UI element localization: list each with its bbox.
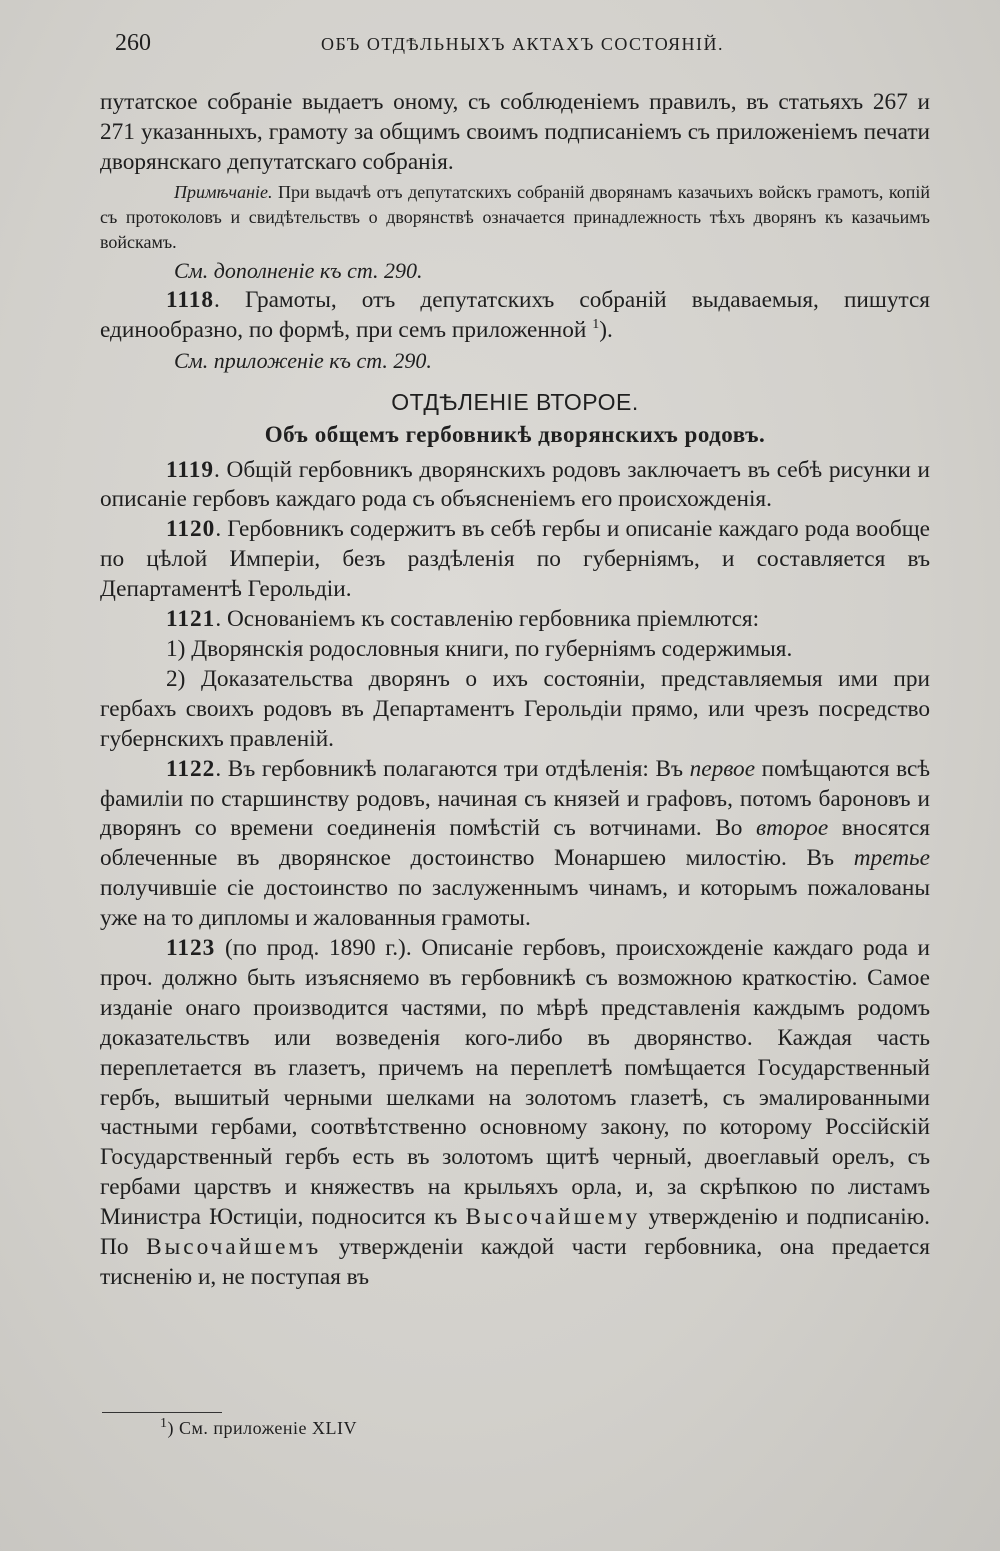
footnote-number: 1: [160, 1416, 168, 1431]
note-text: При выдачѣ отъ депутатскихъ собраній дворянамъ казачьихъ войскъ грамотъ, копій съ протоколовъ и свидѣтельствъ о дворянствѣ означается принадлежность тѣхъ дворянъ къ казачьимъ войскамъ.: [100, 181, 931, 252]
note-see-also: См. дополненіе къ ст. 290.: [174, 257, 423, 283]
article-number: 1123: [166, 935, 216, 962]
running-title: ОБЪ ОТДѢЛЬНЫХЪ АКТАХЪ СОСТОЯНІЙ.: [320, 34, 725, 54]
article-text: . Основаніемъ къ составленію гербовника пріемлются:: [215, 606, 760, 633]
footnote-divider: [102, 1412, 222, 1413]
section-subtitle: Объ общемъ гербовникѣ дворянскихъ родовъ.: [264, 421, 766, 447]
opening-paragraph: путатское собраніе выдаетъ оному, съ соблюденіемъ правилъ, въ статьяхъ 267 и 271 указанныхъ, грамоту за общимъ своимъ подписаніемъ съ приложеніемъ печати дворянскаго депутатскаго собранія.: [100, 89, 930, 175]
section-title: ОТДѢЛЕНІЕ ВТОРОЕ.: [391, 388, 639, 415]
article-1120: [100, 515, 930, 605]
article-number: 1119: [166, 456, 215, 483]
footnote-text: ) См. приложеніе XLIV: [167, 1418, 357, 1438]
article-number: 1122: [166, 755, 216, 782]
page-header: [115, 30, 930, 64]
article-text: получившіе сіе достоинство по заслуженнымъ чинамъ, и которымъ пожалованы уже на то дипломы и жалованныя грамоты.: [100, 875, 930, 932]
emphasis-first: первое: [689, 755, 756, 782]
footnote: [160, 1418, 357, 1439]
article-text: помѣщаются всѣ фамиліи по старшинству родовъ, начиная съ князей и графовъ, потомъ бароновъ и дворянъ со времени соединенія помѣстій съ вотчинами. Во: [100, 755, 930, 842]
article-text: утвержденіи каждой части гербовника, она предается тисненію и, не поступая въ: [100, 1234, 930, 1290]
article-text: . Въ гербовникѣ полагаются три отдѣленія: Въ: [215, 755, 690, 782]
note-label: Примѣчаніе.: [174, 181, 273, 202]
note-paragraph: [100, 180, 930, 255]
article-1118: [100, 286, 930, 346]
footnote-marker: 1: [592, 316, 600, 332]
article-text-end: ).: [599, 316, 613, 343]
article-number: 1120: [166, 516, 216, 543]
article-text: вносятся облеченные въ дворянское достоинство Монаршею милостію. Въ: [100, 815, 930, 872]
spaced-word: Высочайшемъ: [146, 1234, 322, 1261]
article-1123: [100, 934, 930, 1293]
article-1121-item-1: 1) Дворянскія родословныя книги, по губерніямъ содержимыя.: [166, 635, 793, 662]
article-number: 1121: [166, 606, 216, 633]
article-text: . Грамоты, отъ депутатскихъ собраній выдаваемыя, пишутся единообразно, по формѣ, при семъ приложенной: [100, 286, 930, 343]
emphasis-third: третье: [853, 845, 930, 872]
article-1121: [100, 605, 930, 635]
article-text: . Общій гербовникъ дворянскихъ родовъ заключаетъ въ себѣ рисунки и описаніе гербовъ каждаго рода съ объясненіемъ его происхожденія.: [100, 456, 930, 513]
article-1118-see-also: См. приложеніе къ ст. 290.: [174, 347, 432, 373]
page-number: 260: [115, 30, 151, 56]
article-text: . Гербовникъ содержитъ въ себѣ гербы и описаніе каждаго рода вообще по цѣлой Имперіи, безъ раздѣленія по губерніямъ, и составляется въ Департаментѣ Герольдіи.: [100, 516, 930, 603]
body-text: [100, 88, 930, 1293]
spaced-word: Высочайшему: [465, 1204, 641, 1231]
emphasis-second: второе: [755, 815, 829, 842]
article-text: (по прод. 1890 г.). Описаніе гербовъ, происхожденіе каждаго рода и проч. должно быть изъясняемо въ гербовникѣ съ возможною краткостію. Самое изданіе онаго производится частями, по мѣрѣ представленія каждымъ родомъ доказательствъ или возведенія кого-либо въ дворянство. Каждая часть переплетается въ глазетъ, причемъ на переплетѣ помѣщается Государственный гербъ, вышитый черными шелками на золотомъ глазетѣ, съ эмалированными частными гербами, соотвѣтственно основному закону, по которому Россійскій Государственный гербъ есть въ золотомъ щитѣ черный, двоеглавый орелъ, съ гербами царствъ и княжествъ на крыльяхъ орла, и, за скрѣпкою по листамъ Министра Юстиціи, подносится къ: [100, 935, 930, 1231]
article-1119: [100, 456, 930, 516]
article-number: 1118: [166, 286, 215, 313]
article-text: утвержденію и подписанію. По: [100, 1204, 931, 1261]
article-1121-item-2: 2) Доказательства дворянъ о ихъ состояніи, представляемыя ими при гербахъ своихъ родовъ въ Департаментъ Герольдіи прямо, или чрезъ посредство губернскихъ правленій.: [100, 665, 930, 752]
article-1122: [100, 755, 930, 934]
